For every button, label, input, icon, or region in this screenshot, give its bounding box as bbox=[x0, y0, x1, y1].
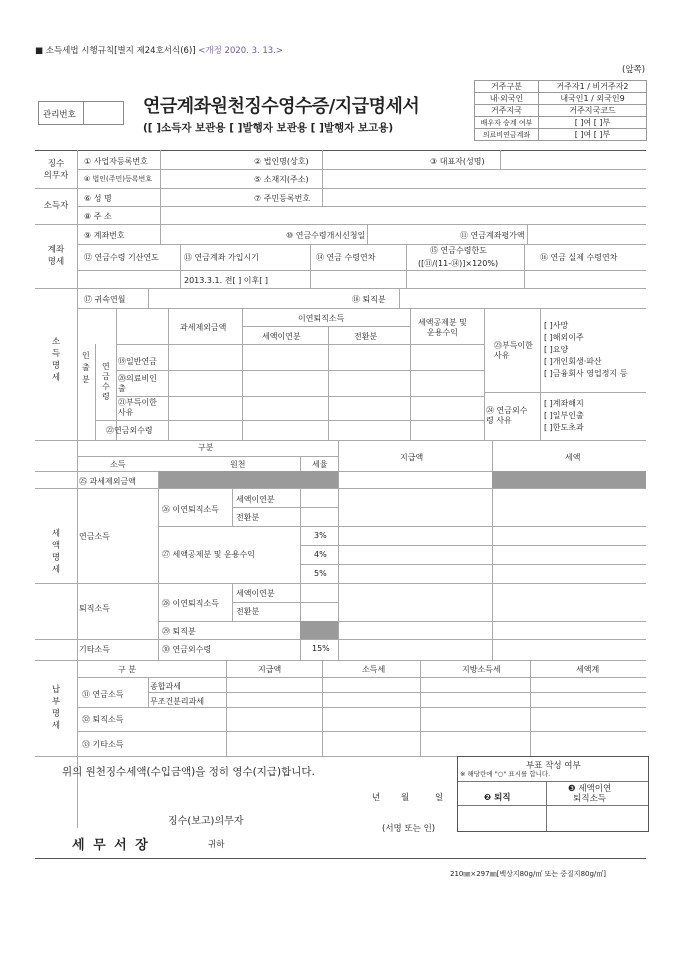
payment-section-label: 납 부 명 세 bbox=[51, 685, 61, 731]
unavoidable-label: ㉑부득이한 사유 bbox=[118, 398, 157, 417]
conversion-header: 전환분 bbox=[354, 332, 378, 341]
separate-label: 무조건분리과세 bbox=[150, 697, 205, 706]
rate-4: 4% bbox=[314, 550, 327, 559]
earner-address-label: ⑧ 주 소 bbox=[84, 212, 112, 221]
resident-no-label: ⑦ 주민등록번호 bbox=[254, 194, 311, 203]
corp-name-label: ② 법인명(상호) bbox=[254, 157, 309, 166]
source-header: 원천 bbox=[230, 460, 246, 469]
account-section-label: 계좌 명세 bbox=[47, 245, 65, 267]
retire-deferred-label: ㉘ 이연퇴직소득 bbox=[162, 599, 219, 608]
period-label: ⑰ 귀속연월 bbox=[84, 295, 126, 304]
residence-table: 거주구분 거주자1 / 비거주자2 내·외국인 내국인1 / 외국인9 거주지국 거주지국코드 배우자 승계 여부 [ ]여 [ ]부 의료비연금계좌 [ ]여 [ ]부 bbox=[474, 80, 647, 141]
signature-label: (서명 또는 인) bbox=[382, 824, 436, 834]
rate-header: 세율 bbox=[312, 460, 328, 469]
retire-portion-row: ㉙ 퇴직분 bbox=[162, 627, 196, 636]
taxfree-header: 과세제외금액 bbox=[180, 323, 227, 332]
paid-header: 지급액 bbox=[400, 453, 424, 462]
medical-label: ⑳의료비인 출 bbox=[118, 374, 157, 393]
representative-label: ③ 대표자(성명) bbox=[430, 157, 485, 166]
page-subtitle: ([ ]소득자 보관용 [ ]발행자 보관용 [ ]발행자 보고용) bbox=[143, 122, 394, 134]
non-pension-reason-label: ㉔ 연금외수 령 사유 bbox=[486, 406, 528, 425]
limit-formula: ([⑪/(11-⑭)]×120%) bbox=[418, 259, 499, 268]
income-header: 소득 bbox=[110, 460, 126, 469]
rate-3: 3% bbox=[314, 531, 327, 540]
name-label: ⑥ 성 명 bbox=[84, 194, 112, 203]
total-tax-header: 세액계 bbox=[576, 665, 600, 674]
join-date-label: ⑬ 연금계좌 가입시기 bbox=[184, 253, 259, 262]
non-pension-reasons: [ ]계좌해지 [ ]일부인출 [ ]한도초과 bbox=[544, 399, 584, 432]
rate-15: 15% bbox=[312, 644, 330, 653]
pay-category-header: 구 분 bbox=[118, 665, 136, 674]
deduct-row-label: ㉗ 세액공제분 및 운용수익 bbox=[162, 550, 255, 559]
account-value-label: ⑪ 연금계좌평가액 bbox=[460, 231, 525, 240]
deferred-row-label: ㉖ 이연퇴직소득 bbox=[162, 505, 219, 514]
rate-5: 5% bbox=[314, 569, 327, 578]
start-date-label: ⑩ 연금수령개시신청일 bbox=[286, 231, 366, 240]
pay-paid-header: 지급액 bbox=[258, 665, 282, 674]
account-no-label: ⑨ 계좌번호 bbox=[84, 231, 125, 240]
comprehensive-label: 종합과세 bbox=[150, 682, 181, 691]
deferred-tax-row: 세액이연분 bbox=[236, 495, 275, 504]
pay-retire-label: ㉜ 퇴직소득 bbox=[82, 715, 124, 724]
income-tax-header: 소득세 bbox=[362, 665, 386, 674]
obligor-label: 징수(보고)의무자 bbox=[168, 816, 244, 827]
tax-section-label: 세 액 명 세 bbox=[51, 529, 61, 575]
unavoidable-reason-label: ㉓부득이한 사유 bbox=[494, 341, 533, 360]
attach-deferred: ❸ 세액이연 퇴직소득 bbox=[568, 784, 612, 804]
pay-pension-label: ㉛ 연금소득 bbox=[82, 690, 124, 699]
attach-retire: ❷ 퇴직 bbox=[484, 793, 511, 803]
month-label: 월 bbox=[401, 793, 410, 803]
limit-label: ⑮ 연금수령한도 bbox=[430, 246, 487, 255]
base-year-label: ⑫ 연금수령 기산연도 bbox=[84, 253, 159, 262]
retire-conversion: 전환분 bbox=[236, 607, 260, 616]
business-reg-no-label: ① 사업자등록번호 bbox=[84, 157, 148, 166]
general-pension-label: ⑲일반연금 bbox=[118, 357, 157, 366]
other-income-label: 기타소득 bbox=[79, 645, 110, 654]
non-pension-label: ㉒연금외수령 bbox=[106, 426, 153, 435]
earner-section-label: 소득자 bbox=[43, 201, 69, 211]
actual-year-label: ⑯ 연금 실제 수령연차 bbox=[540, 253, 618, 262]
deferred-tax-header: 세액이연분 bbox=[262, 332, 301, 341]
form-rule: ■ 소득세법 시행규칙[별지 제24호서식(6)] <개정 2020. 3. 13.> bbox=[35, 46, 284, 56]
local-tax-header: 지방소득세 bbox=[462, 665, 501, 674]
tax-office-label: 세 무 서 장 bbox=[72, 838, 150, 853]
income-section-label: 소 득 명 세 bbox=[51, 337, 61, 383]
unavoidable-reasons: [ ]사망 [ ]해외이주 [ ]요양 [ ]개인회생·파산 [ ]금융회사 영업정지 등 bbox=[544, 321, 628, 378]
management-number-box: 관리번호 bbox=[38, 101, 124, 125]
attachment-box: 부표 작성 여부 ※ 해당란에 "○" 표시를 합니다. ❷ 퇴직 ❸ 세액이연 퇴직소득 bbox=[457, 756, 649, 832]
category-header: 구분 bbox=[198, 443, 214, 452]
pension-recv-label: 연 금 수 령 bbox=[102, 362, 110, 401]
non-pension-row: ㉚ 연금외수령 bbox=[162, 645, 212, 654]
honorific-label: 귀하 bbox=[208, 840, 225, 850]
taxfree-row-label: ㉕ 과세제외금액 bbox=[79, 477, 136, 486]
receipt-year-label: ⑭ 연금 수령연차 bbox=[316, 253, 376, 262]
tax-header: 세액 bbox=[565, 453, 581, 462]
year-label: 년 bbox=[372, 793, 381, 803]
withdrawal-label: 인 출 분 bbox=[82, 351, 90, 384]
retire-portion-label: ⑱ 퇴직분 bbox=[352, 295, 386, 304]
pension-income-label: 연금소득 bbox=[79, 532, 110, 541]
deferred-header: 이연퇴직소득 bbox=[298, 314, 345, 323]
conversion-row: 전환분 bbox=[236, 513, 260, 522]
join-date-value: 2013.3.1. 전[ ] 이후[ ] bbox=[184, 276, 269, 285]
deduct-header: 세액공제분 및 운용수익 bbox=[418, 318, 467, 337]
page-side: (앞쪽) bbox=[622, 65, 646, 75]
paper-spec: 210㎜×297㎜[백상지80g/㎡ 또는 중질지80g/㎡] bbox=[450, 870, 607, 878]
retire-income-label: 퇴직소득 bbox=[79, 604, 110, 613]
retire-deferred-tax: 세액이연분 bbox=[236, 589, 275, 598]
corp-reg-no-label: ④ 법인(주민)등록번호 bbox=[84, 175, 153, 183]
pay-other-label: ㉝ 기타소득 bbox=[82, 740, 124, 749]
address-label: ⑤ 소재지(주소) bbox=[254, 175, 309, 184]
day-label: 일 bbox=[435, 793, 444, 803]
page-title: 연금계좌원천징수영수증/지급명세서 bbox=[143, 96, 420, 117]
withholder-section-label: 징수 의무자 bbox=[43, 159, 69, 181]
receipt-statement: 위의 원천징수세액(수입금액)을 정히 영수(지급)합니다. bbox=[62, 766, 315, 778]
